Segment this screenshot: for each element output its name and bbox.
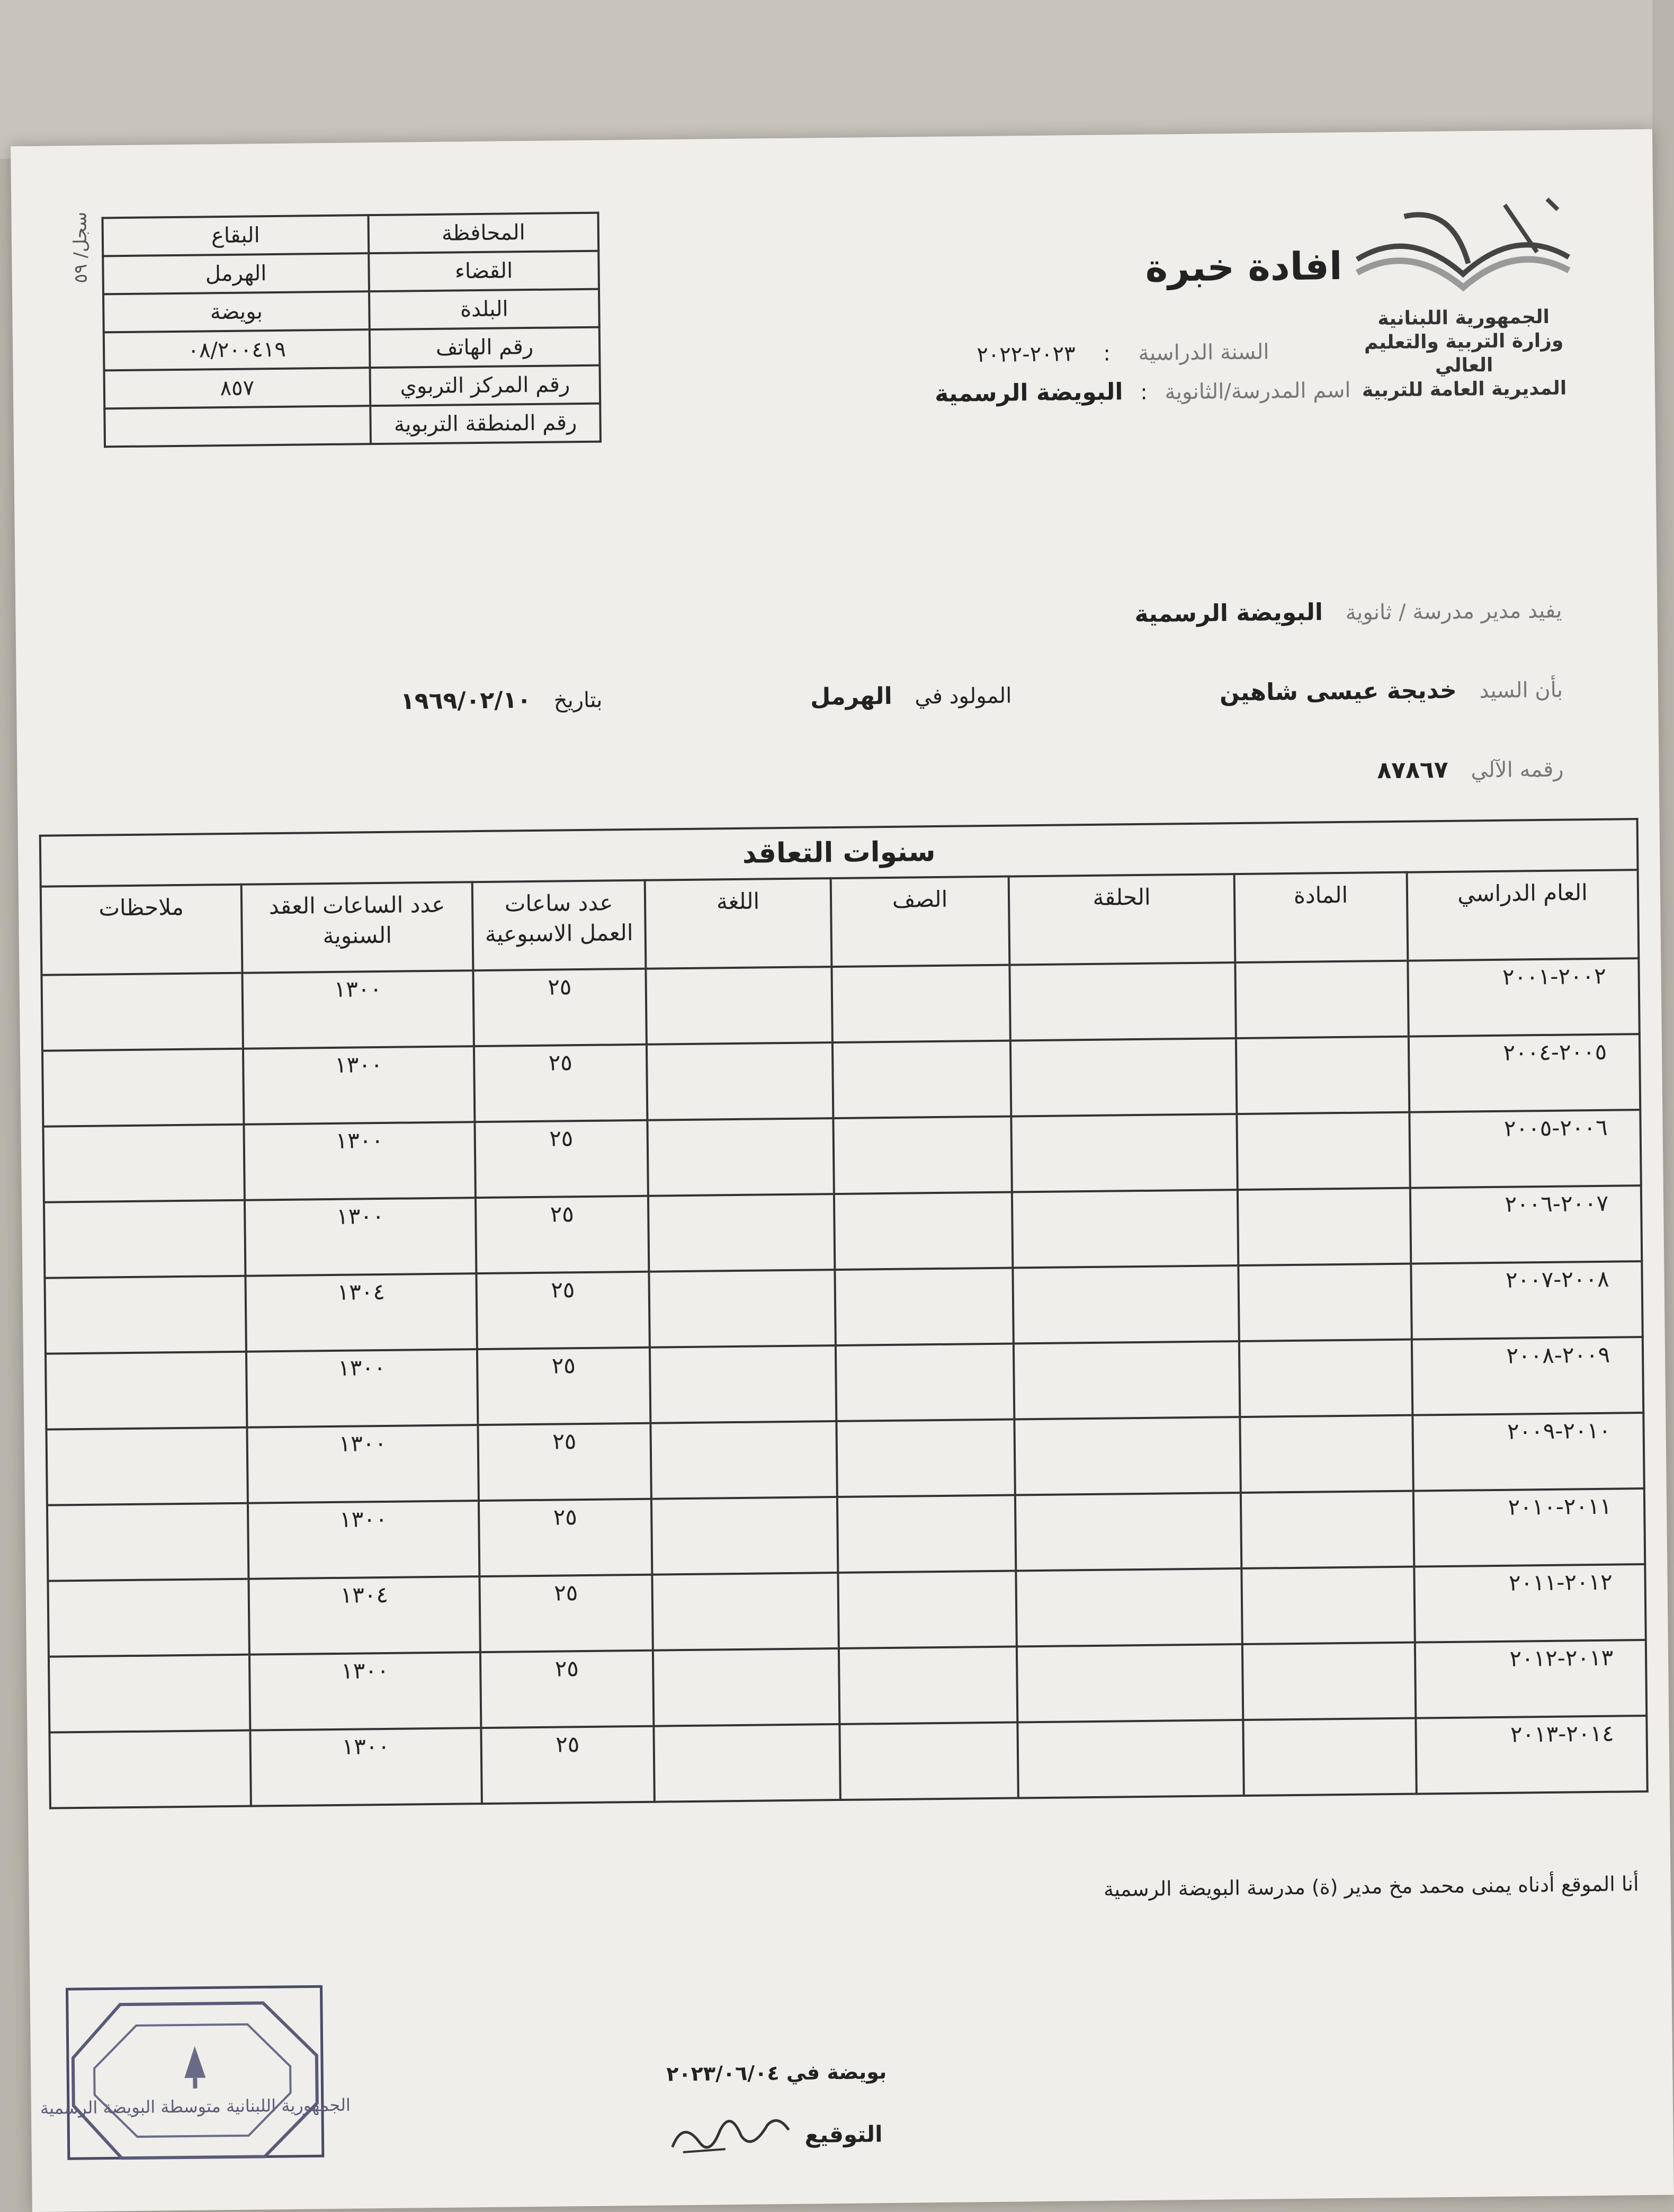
info-label: رقم المركز التربوي <box>370 365 600 406</box>
notes-cell <box>48 1579 249 1657</box>
subject-cell <box>1235 961 1408 1038</box>
class-cell <box>838 1571 1016 1649</box>
year-cell: ٢٠٠٢-٢٠٠١ <box>1408 958 1639 1037</box>
school-value: البويضة الرسمية <box>1134 599 1323 628</box>
info-row <box>104 327 600 371</box>
notes-cell <box>42 1049 244 1127</box>
cycle-cell <box>1017 1644 1243 1722</box>
cycle-cell <box>1015 1493 1241 1571</box>
header-year: العام الدراسي <box>1407 870 1639 961</box>
language-cell <box>653 1648 839 1726</box>
subject-cell <box>1238 1264 1411 1341</box>
annual-hours-cell: ١٣٠٠ <box>242 970 473 1049</box>
person-label: بأن السيد <box>1479 677 1563 703</box>
register-reference: سجل/ ٥٩ <box>69 211 92 284</box>
cycle-cell <box>1012 1190 1238 1268</box>
header-weekly-line: العمل الاسبوعية <box>485 919 633 947</box>
info-row <box>104 365 601 409</box>
year-cell: ٢٠١٣-٢٠١٢ <box>1415 1640 1646 1718</box>
info-row <box>103 289 599 333</box>
class-cell <box>835 1268 1013 1346</box>
colon: : <box>1140 380 1148 405</box>
table-row <box>49 1716 1647 1808</box>
school-name-line <box>935 376 1351 407</box>
language-cell <box>649 1270 835 1348</box>
class-cell <box>839 1722 1018 1800</box>
date-label: بتاريخ <box>553 688 603 713</box>
birth-date: ١٩٦٩/٠٢/١٠ <box>400 686 532 715</box>
language-cell <box>647 1118 834 1196</box>
header-weekly-line: عدد ساعات <box>504 889 613 917</box>
weekly-hours-cell: ٢٥ <box>474 1045 647 1122</box>
year-cell: ٢٠١٢-٢٠١١ <box>1414 1564 1645 1643</box>
annual-hours-cell: ١٣٠٠ <box>247 1425 478 1503</box>
year-cell: ٢٠٠٨-٢٠٠٧ <box>1411 1261 1642 1340</box>
colon: : <box>1103 341 1111 366</box>
notes-cell <box>46 1428 247 1505</box>
year-cell: ٢٠٠٥-٢٠٠٤ <box>1409 1034 1640 1112</box>
weekly-hours-cell: ٢٥ <box>479 1575 652 1652</box>
header-annual-line: عدد الساعات العقد <box>268 891 445 920</box>
cycle-cell <box>1016 1568 1242 1646</box>
annual-hours-cell: ١٣٠٠ <box>243 1046 475 1125</box>
info-value: ٠٨/٢٠٠٤١٩ <box>104 329 370 370</box>
cycle-cell <box>1013 1265 1239 1343</box>
document-title: افادة خبرة <box>1145 243 1342 290</box>
subject-cell <box>1241 1567 1415 1644</box>
ministry-line: الجمهورية اللبنانية <box>1377 306 1550 330</box>
annual-hours-cell: ١٣٠٠ <box>248 1501 479 1579</box>
cycle-cell <box>1014 1417 1240 1495</box>
cycle-cell <box>1017 1720 1243 1798</box>
language-cell <box>652 1573 838 1651</box>
signature-label: التوقيع <box>804 2121 883 2148</box>
subject-cell <box>1242 1643 1416 1720</box>
person-line <box>384 676 1563 715</box>
notes-cell <box>47 1503 248 1581</box>
language-cell <box>650 1421 837 1499</box>
handwritten-signature-icon <box>661 2098 800 2163</box>
notes-cell <box>44 1200 245 1278</box>
cycle-cell <box>1014 1341 1240 1419</box>
subject-cell <box>1238 1188 1411 1265</box>
class-cell <box>832 1041 1011 1119</box>
language-cell <box>650 1345 836 1423</box>
annual-hours-cell: ١٣٠٠ <box>245 1198 476 1276</box>
class-cell <box>839 1646 1017 1724</box>
info-row <box>103 251 599 295</box>
weekly-hours-cell: ٢٥ <box>475 1120 648 1198</box>
info-label: القضاء <box>369 251 599 292</box>
school-name-value: البويضة الرسمية <box>934 378 1123 407</box>
language-cell <box>646 967 832 1045</box>
header-annual-hours <box>241 882 473 973</box>
year-cell: ٢٠١٠-٢٠٠٩ <box>1412 1413 1644 1491</box>
school-info-table <box>101 212 602 448</box>
year-cell: ٢٠١٤-٢٠١٣ <box>1416 1716 1647 1794</box>
born-place: الهرمل <box>810 682 892 711</box>
subject-cell <box>1237 1112 1410 1190</box>
certify-label: يفيد مدير مدرسة / ثانوية <box>1345 598 1562 625</box>
person-name: خديجة عيسى شاهين <box>1219 676 1457 707</box>
born-label: المولود في <box>915 683 1012 709</box>
stamp-text: الجمهورية اللبنانية متوسطة البويضة الرسمية <box>40 2094 351 2118</box>
automatic-number-line <box>1361 755 1564 784</box>
weekly-hours-cell: ٢٥ <box>478 1423 651 1501</box>
language-cell <box>647 1042 833 1120</box>
director-certifies-line <box>1118 596 1562 628</box>
info-label: المحافظة <box>368 213 598 254</box>
school-stamp-icon <box>40 1981 351 2174</box>
info-value: الهرمل <box>103 253 369 294</box>
year-cell: ٢٠٠٧-٢٠٠٦ <box>1410 1185 1642 1264</box>
year-cell: ٢٠١١-٢٠١٠ <box>1413 1488 1645 1567</box>
header-cycle: الحلقة <box>1009 874 1236 965</box>
language-cell <box>651 1497 838 1575</box>
header-class: الصف <box>831 877 1010 967</box>
class-cell <box>836 1420 1015 1497</box>
notes-cell <box>46 1352 247 1430</box>
weekly-hours-cell: ٢٥ <box>479 1499 652 1576</box>
cycle-cell <box>1011 1114 1237 1192</box>
notes-cell <box>49 1655 250 1733</box>
weekly-hours-cell: ٢٥ <box>476 1196 649 1273</box>
header-annual-line: السنوية <box>323 922 392 949</box>
school-year-value: ٢٠٢٣-٢٠٢٢ <box>977 342 1076 368</box>
number-label: رقمه الآلي <box>1471 757 1564 783</box>
table-caption: سنوات التعاقد <box>40 819 1638 887</box>
year-cell: ٢٠٠٩-٢٠٠٨ <box>1412 1337 1643 1415</box>
class-cell <box>833 1117 1011 1194</box>
subject-cell <box>1236 1037 1409 1114</box>
subject-cell <box>1241 1491 1414 1568</box>
notes-cell <box>49 1731 250 1808</box>
info-value: ٨٥٧ <box>104 368 371 408</box>
ministry-header <box>1357 305 1570 402</box>
weekly-hours-cell: ٢٥ <box>473 969 646 1046</box>
annual-hours-cell: ١٣٠٠ <box>250 1728 481 1806</box>
info-value: البقاع <box>103 215 369 256</box>
annual-hours-cell: ١٣٠٤ <box>245 1273 477 1352</box>
annual-hours-cell: ١٣٠٤ <box>248 1576 480 1655</box>
ministry-line: وزارة التربية والتعليم العالي <box>1364 329 1564 377</box>
subject-cell <box>1240 1415 1413 1493</box>
school-year-label: السنة الدراسية <box>1138 340 1269 365</box>
school-name-label: اسم المدرسة/الثانوية <box>1165 378 1351 405</box>
year-cell: ٢٠٠٦-٢٠٠٥ <box>1409 1110 1641 1188</box>
info-value: بويضة <box>103 291 370 332</box>
cycle-cell <box>1010 1038 1237 1116</box>
place-date: بويضة في ٢٠٢٣/٠٦/٠٤ <box>666 2060 887 2086</box>
header-subject: المادة <box>1234 872 1408 962</box>
class-cell <box>836 1344 1014 1422</box>
header-language: اللغة <box>645 878 832 969</box>
weekly-hours-cell: ٢٥ <box>477 1348 650 1425</box>
ministry-line: المديرية العامة للتربية <box>1362 377 1567 402</box>
ministry-logo-icon <box>1346 193 1580 302</box>
header-weekly-hours <box>472 880 646 970</box>
class-cell <box>837 1495 1016 1573</box>
number-value: ٨٧٨٦٧ <box>1377 756 1448 784</box>
header-notes: ملاحظات <box>41 885 243 975</box>
info-label: رقم المنطقة التربوية <box>370 404 601 444</box>
info-row <box>103 213 599 256</box>
annual-hours-cell: ١٣٠٠ <box>244 1122 475 1200</box>
annual-hours-cell: ١٣٠٠ <box>249 1652 481 1731</box>
info-value <box>104 406 371 447</box>
weekly-hours-cell: ٢٥ <box>476 1272 649 1349</box>
info-label: رقم الهاتف <box>370 327 600 368</box>
weekly-hours-cell: ٢٥ <box>480 1651 654 1728</box>
cycle-cell <box>1009 962 1236 1040</box>
language-cell <box>648 1194 835 1272</box>
class-cell <box>831 965 1010 1043</box>
subject-cell <box>1243 1718 1416 1796</box>
notes-cell <box>41 973 243 1051</box>
class-cell <box>834 1192 1013 1270</box>
signatory-statement: أنا الموقع أدناه يمنى محمد مخ مدير (ة) مدرسة البويضة الرسمية <box>1103 1872 1639 1901</box>
contract-years-table <box>39 818 1649 1809</box>
info-label: البلدة <box>369 289 599 330</box>
notes-cell <box>44 1276 246 1354</box>
subject-cell <box>1239 1340 1412 1417</box>
notes-cell <box>43 1125 244 1202</box>
info-row <box>104 404 601 447</box>
document-page <box>11 129 1674 2212</box>
annual-hours-cell: ١٣٠٠ <box>246 1349 478 1428</box>
school-year-line <box>977 340 1269 367</box>
language-cell <box>654 1724 840 1802</box>
weekly-hours-cell: ٢٥ <box>481 1726 654 1804</box>
